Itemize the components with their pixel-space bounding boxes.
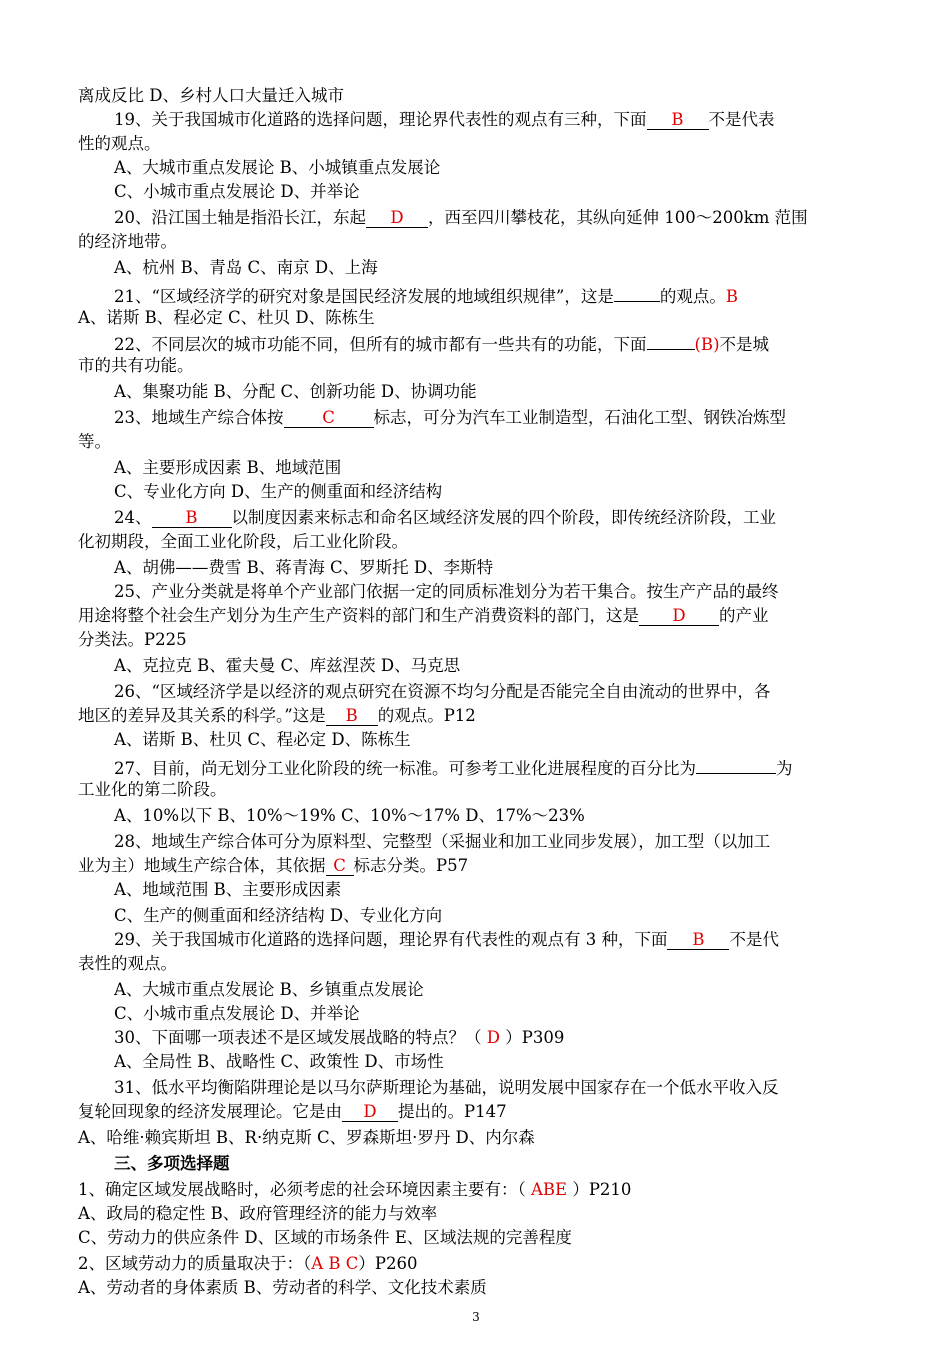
options: A、全局性 B、战略性 C、政策性 D、市场性 [114,1052,444,1071]
answer: ABE [525,1180,573,1199]
text-line: 工业化的第二阶段。 [78,780,227,799]
answer: B [185,508,198,527]
multi-question-2: 2、区域劳动力的质量取决于：（A B C）P260 [78,1254,418,1273]
text-line: 化初期段，全面工业化阶段，后工业化阶段。 [78,532,408,551]
question-19: 19、关于我国城市化道路的选择问题，理论界代表性的观点有三种，下面 B 不是代表 [114,110,775,129]
answer: A B C [311,1254,359,1273]
answer: C [333,856,346,875]
question-26: 26、“区域经济学是以经济的观点研究在资源不均匀分配是否能完全自由流动的世界中，各 [114,682,771,701]
options: A、诺斯 B、杜贝 C、程必定 D、陈栋生 [114,730,411,749]
options: C、专业化方向 D、生产的侧重面和经济结构 [114,482,443,501]
page-number: 3 [472,1310,480,1324]
question-23: 23、地域生产综合体按 C 标志，可分为汽车工业制造型，石油化工型、钢铁冶炼型 [114,408,786,427]
text-line: 分类法。P225 [78,630,187,649]
options: C、生产的侧重面和经济结构 D、专业化方向 [114,906,443,925]
options: A、地域范围 B、主要形成因素 [114,880,342,899]
text-line: 的经济地带。 [78,232,177,251]
question-24: 24、 B 以制度因素来标志和命名区域经济发展的四个阶段，即传统经济阶段，工业 [114,508,776,527]
options: A、哈维·赖宾斯坦 B、R·纳克斯 C、罗森斯坦·罗丹 D、内尔森 [78,1128,535,1147]
text-line: 用途将整个社会生产划分为生产生产资料的部门和生产消费资料的部门，这是 D 的产业 [78,606,769,625]
options: A、杭州 B、青岛 C、南京 D、上海 [114,258,378,277]
options: A、集聚功能 B、分配 C、创新功能 D、协调功能 [114,382,477,401]
question-28: 28、地域生产综合体可分为原料型、完整型（采掘业和加工业同步发展），加工型（以加工 [114,832,771,851]
answer: D [672,606,686,625]
question-20: 20、沿江国土轴是指沿长江，东起 D ，西至四川攀枝花，其纵向延伸 100～200km 范围 [114,208,808,227]
options: C、劳动力的供应条件 D、区域的市场条件 E、区域法规的完善程度 [78,1228,572,1247]
multi-question-1: 1、确定区域发展战略时，必须考虑的社会环境因素主要有：（ ABE ）P210 [78,1180,632,1199]
question-31: 31、低水平均衡陷阱理论是以马尔萨斯理论为基础，说明发展中国家存在一个低水平收入反 [114,1078,779,1097]
options: A、胡佛——费雪 B、蒋青海 C、罗斯托 D、李斯特 [114,558,494,577]
question-30: 30、下面哪一项表述不是区域发展战略的特点？（ D ）P309 [114,1028,565,1047]
question-27: 27、目前，尚无划分工业化阶段的统一标准。可参考工业化进展程度的百分比为 为 [114,754,793,778]
question-21: 21、“区域经济学的研究对象是国民经济发展的地域组织规律”，这是 的观点。B [114,282,738,306]
question-25: 25、产业分类就是将单个产业部门依据一定的同质标准划分为若干集合。按生产产品的最终 [114,582,779,601]
text-line: 离成反比 D、乡村人口大量迁入城市 [78,86,344,105]
answer: D [481,1028,506,1047]
answer: B [692,930,705,949]
options: C、小城市重点发展论 D、并举论 [114,182,360,201]
options: A、大城市重点发展论 B、乡镇重点发展论 [114,980,424,999]
options: A、劳动者的身体素质 B、劳动者的科学、文化技术素质 [78,1278,487,1297]
options: A、大城市重点发展论 B、小城镇重点发展论 [114,158,441,177]
options: A、诺斯 B、程必定 C、杜贝 D、陈栋生 [78,308,375,327]
text-line: 市的共有功能。 [78,356,194,375]
answer: C [322,408,335,427]
options: A、克拉克 B、霍夫曼 C、库兹涅茨 D、马克思 [114,656,461,675]
section-heading: 三、多项选择题 [114,1154,230,1173]
options: C、小城市重点发展论 D、并举论 [114,1004,360,1023]
question-22: 22、不同层次的城市功能不同，但所有的城市都有一些共有的功能，下面 (B)不是城 [114,330,769,354]
answer: D [363,1102,377,1121]
text-line: 地区的差异及其关系的科学。”这是 B 的观点。P12 [78,706,476,725]
text-line: 性的观点。 [78,134,161,153]
options: A、政局的稳定性 B、政府管理经济的能力与效率 [78,1204,438,1223]
text-line: 复轮回现象的经济发展理论。它是由 D 提出的。P147 [78,1102,507,1121]
question-29: 29、关于我国城市化道路的选择问题，理论界有代表性的观点有 3 种，下面 B 不是代 [114,930,779,949]
answer: B [671,110,684,129]
answer: (B) [694,335,720,354]
text-line: 表性的观点。 [78,954,177,973]
answer: B [345,706,358,725]
options: A、10%以下 B、10%～19% C、10%～17% D、17%～23% [114,806,585,825]
options: A、主要形成因素 B、地域范围 [114,458,342,477]
answer: D [390,208,404,227]
text-line: 等。 [78,432,111,451]
text-line: 业为主）地域生产综合体，其依据 C 标志分类。P57 [78,856,469,875]
answer: B [725,287,739,306]
